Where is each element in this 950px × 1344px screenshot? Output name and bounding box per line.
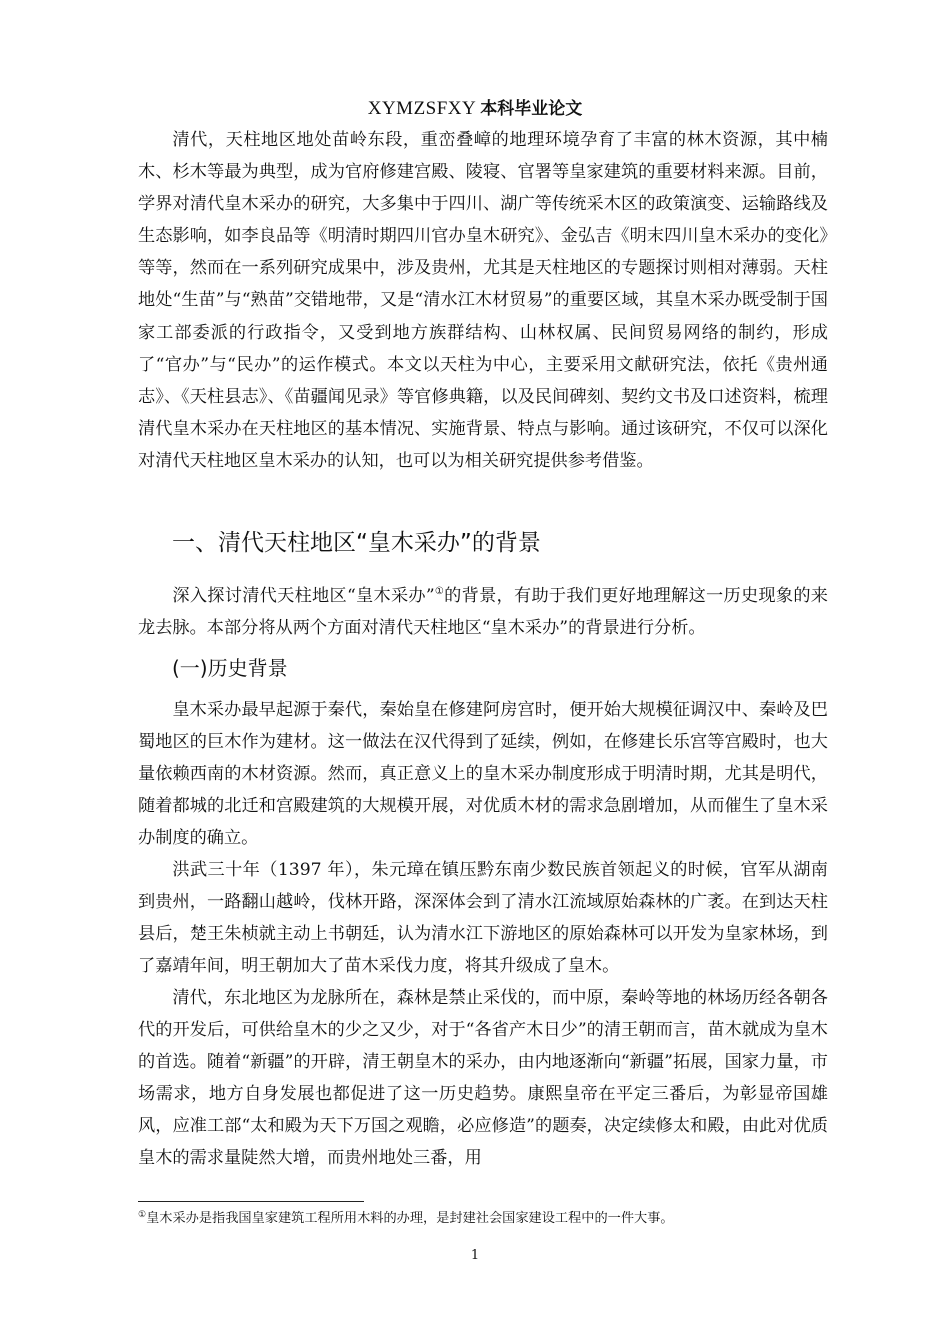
history-paragraph-2: 洪武三十年（1397 年），朱元璋在镇压黔东南少数民族首领起义的时候，官军从湖南到贵州，一路翻山越岭，伐林开路，深深体会到了清水江流域原始森林的广袤。在到达天柱县后，楚王朱桢就主动上书朝廷，认为清水江下游地区的原始森林可以开发为皇家林场，到了嘉靖年间，明王朝加大了苗木采伐力度，将其升级成了皇木。 [138, 860, 828, 977]
intro-paragraph: 清代，天柱地区地处苗岭东段，重峦叠嶂的地理环境孕育了丰富的林木资源，其中楠木、杉木等最为典型，成为官府修建宫殿、陵寝、官署等皇家建筑的重要材料来源。目前，学界对清代皇木采办的研究，大多集中于四川、湖广等传统采木区的政策演变、运输路线及生态影响，如李良品等《明清时期四川官办皇木研究》、金弘吉《明末四川皇木采办的变化》等等，然而在一系列研究成果中，涉及贵州，尤其是天柱地区的专题探讨则相对薄弱。天柱地处“生苗”与“熟苗”交错地带，又是“清水江木材贸易”的重要区域，其皇木采办既受制于国家工部委派的行政指令，又受到地方族群结构、山林权属、民间贸易网络的制约，形成了“官办”与“民办”的运作模式。本文以天柱为中心，主要采用文献研究法，依托《贵州通志》、《天柱县志》、《苗疆闻见录》等官修典籍，以及民间碑刻、契约文书及口述资料，梳理清代皇木采办在天柱地区的基本情况、实施背景、特点与影响。通过该研究，不仅可以深化对清代天柱地区皇木采办的认知，也可以为相关研究提供参考借鉴。 [138, 130, 828, 471]
footnote-marker: ① [138, 1210, 147, 1220]
footnote-divider [138, 1201, 364, 1202]
running-header [0, 96, 950, 121]
section-intro-text-part2: 的背景，有助于我们更好地理解这一历史现象的来龙去脉。本部分将从两个方面对清代天柱地区“皇木采办”的背景进行分析。 [138, 586, 828, 639]
history-paragraph-3: 清代，东北地区为龙脉所在，森林是禁止采伐的，而中原，秦岭等地的林场历经各朝各代的开发后，可供给皇木的少之又少，对于“各省产木日少”的清王朝而言，苗木就成为皇木的首选。随着“新疆”的开辟，清王朝皇木的采办，由内地逐渐向“新疆”拓展，国家力量，市场需求，地方自身发展也都促进了这一历史趋势。康熙皇帝在平定三番后，为彰显帝国雄风，应准工部“太和殿为天下万国之观瞻，必应修造”的题奏，决定续修太和殿，由此对优质皇木的需求量陡然大增，而贵州地处三番，用 [138, 988, 828, 1169]
footnote-text: 皇木采办是指我国皇家建筑工程所用木料的办理，是封建社会国家建设工程中的一件大事。 [146, 1211, 674, 1226]
page-number: 1 [470, 1248, 480, 1263]
history-paragraph-1: 皇木采办最早起源于秦代，秦始皇在修建阿房宫时，便开始大规模征调汉中、秦岭及巴蜀地区的巨木作为建材。这一做法在汉代得到了延续，例如，在修建长乐宫等宫殿时，也大量依赖西南的木材资源。然而，真正意义上的皇木采办制度形成于明清时期，尤其是明代，随着都城的北迁和宫殿建筑的大规模开展，对优质木材的需求急剧增加，从而催生了皇木采办制度的确立。 [138, 700, 828, 849]
footnote-reference[interactable]: ① [434, 586, 445, 597]
section-heading: 一、清代天柱地区“皇木采办”的背景 [172, 530, 541, 556]
subsection-heading: (一)历史背景 [172, 656, 288, 680]
section-intro-paragraph [138, 580, 828, 644]
header-series-code: XYMZSFXY [367, 98, 477, 119]
section-intro-text-part1: 深入探讨清代天柱地区“皇木采办” [172, 586, 435, 606]
footnote [138, 1209, 838, 1229]
header-thesis-label: 本科毕业论文 [480, 99, 583, 119]
